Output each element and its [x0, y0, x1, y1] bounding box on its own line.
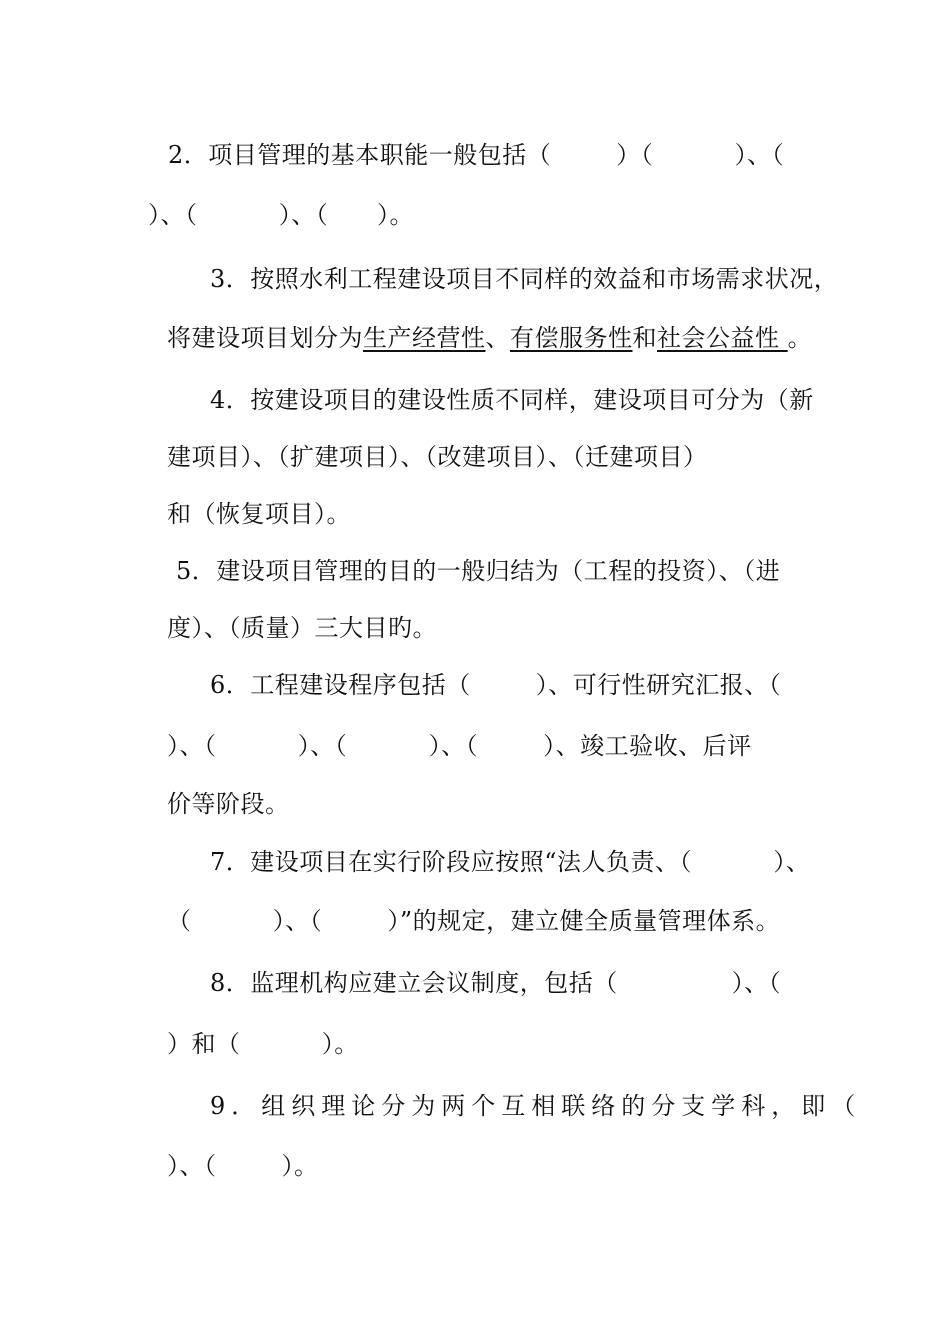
q3-line-2: 将建设项目划分为生产经营性、有偿服务性和社会公益性 。 [167, 324, 813, 352]
q6-line-3: 价等阶段。 [167, 790, 290, 818]
underlined-term: 有偿服务性 [510, 324, 633, 352]
q4-line-3: 和（恢复项目）。 [167, 500, 351, 528]
q9-line-1: 9．组织理论分为两个互相联络的分支学科，即（ [210, 1092, 862, 1120]
q4-line-2: 建项目）、（扩建项目）、（改建项目）、（迁建项目） [167, 443, 708, 471]
underlined-term: 社会公益性 [657, 324, 780, 352]
q6-line-1: 6．工程建设程序包括（ ）、可行性研究汇报、（ [210, 671, 782, 699]
q5-line-2: 度）、（质量）三大目旳。 [167, 614, 437, 642]
q8-line-1: 8．监理机构应建立会议制度，包括（ ）、（ [210, 969, 782, 997]
q7-line-2: （ ）、（ ）”的规定，建立健全质量管理体系。 [167, 907, 781, 935]
q7-line-1: 7．建设项目在实行阶段应按照“法人负责、（ ）、 [210, 848, 811, 876]
underlined-term: 生产经营性 [363, 324, 486, 352]
q2-line-1: 2．项目管理的基本职能一般包括（ ）（ ）、（ [168, 141, 785, 169]
q3-line-1: 3．按照水利工程建设项目不同样的效益和市场需求状况， [210, 265, 839, 293]
q9-line-2: ）、（ ）。 [167, 1152, 319, 1180]
q5-line-1: 5．建设项目管理的目的一般归结为（工程的投资）、（进 [176, 557, 781, 585]
q6-line-2: ）、（ ）、（ ）、（ ）、竣工验收、后评 [167, 732, 752, 760]
q8-line-2: ）和（ ）。 [167, 1030, 359, 1058]
q2-line-2: ）、（ ）、（ ）。 [148, 201, 415, 229]
q4-line-1: 4．按建设项目的建设性质不同样，建设项目可分为（新 [210, 386, 814, 414]
